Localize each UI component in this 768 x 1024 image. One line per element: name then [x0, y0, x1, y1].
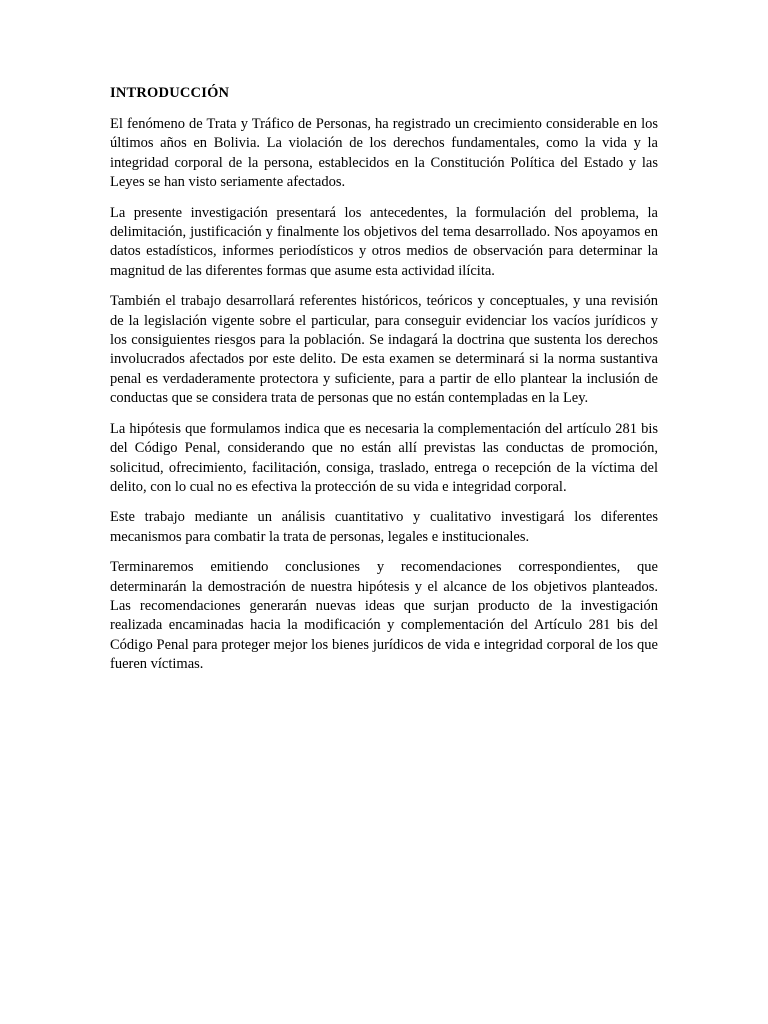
paragraph-6: Terminaremos emitiendo conclusiones y recomendaciones correspondientes, que determinarán la demostración de nuestra hipótesis y el alcance de los objetivos planteados. Las recomendaciones generarán nuevas ideas que surjan producto de la investigación realizada encaminadas hacia la modificación y complementación del Artículo 281 bis del Código Penal para proteger mejor los bienes jurídicos de vida e integridad corporal de los que fueren víctimas.	[110, 559, 658, 673]
document-page	[110, 84, 658, 686]
paragraph-3: También el trabajo desarrollará referentes históricos, teóricos y conceptuales, y una revisión de la legislación vigente sobre el particular, para conseguir evidenciar los vacíos jurídicos y los consiguientes riesgos para la población. Se indagará la doctrina que sustenta los derechos involucrados afectados por este delito. De esta examen se determinará si la norma sustantiva penal es verdaderamente protectora y suficiente, para a partir de ello plantear la inclusión de conductas que se considera trata de personas que no están contempladas en la Ley.	[110, 293, 658, 407]
document-heading: INTRODUCCIÓN	[110, 85, 230, 101]
paragraph-4: La hipótesis que formulamos indica que es necesaria la complementación del artículo 281 bis del Código Penal, considerando que no están allí previstas las conductas de promoción, solicitud, ofrecimiento, facilitación, consiga, traslado, entrega o recepción de la víctima del delito, con lo cual no es efectiva la protección de su vida e integridad corporal.	[110, 420, 658, 495]
paragraph-5: Este trabajo mediante un análisis cuantitativo y cualitativo investigará los diferentes mecanismos para combatir la trata de personas, legales e institucionales.	[110, 509, 658, 545]
paragraph-1: El fenómeno de Trata y Tráfico de Personas, ha registrado un crecimiento considerable en los últimos años en Bolivia. La violación de los derechos fundamentales, como la vida y la integridad corporal de la persona, establecidos en la Constitución Política del Estado y las Leyes se han visto seriamente afectados.	[110, 116, 658, 191]
paragraph-2: La presente investigación presentará los antecedentes, la formulación del problema, la delimitación, justificación y finalmente los objetivos del tema desarrollado. Nos apoyamos en datos estadísticos, informes periodísticos y otros medios de observación para determinar la magnitud de las diferentes formas que asume esta actividad ilícita.	[110, 204, 658, 279]
